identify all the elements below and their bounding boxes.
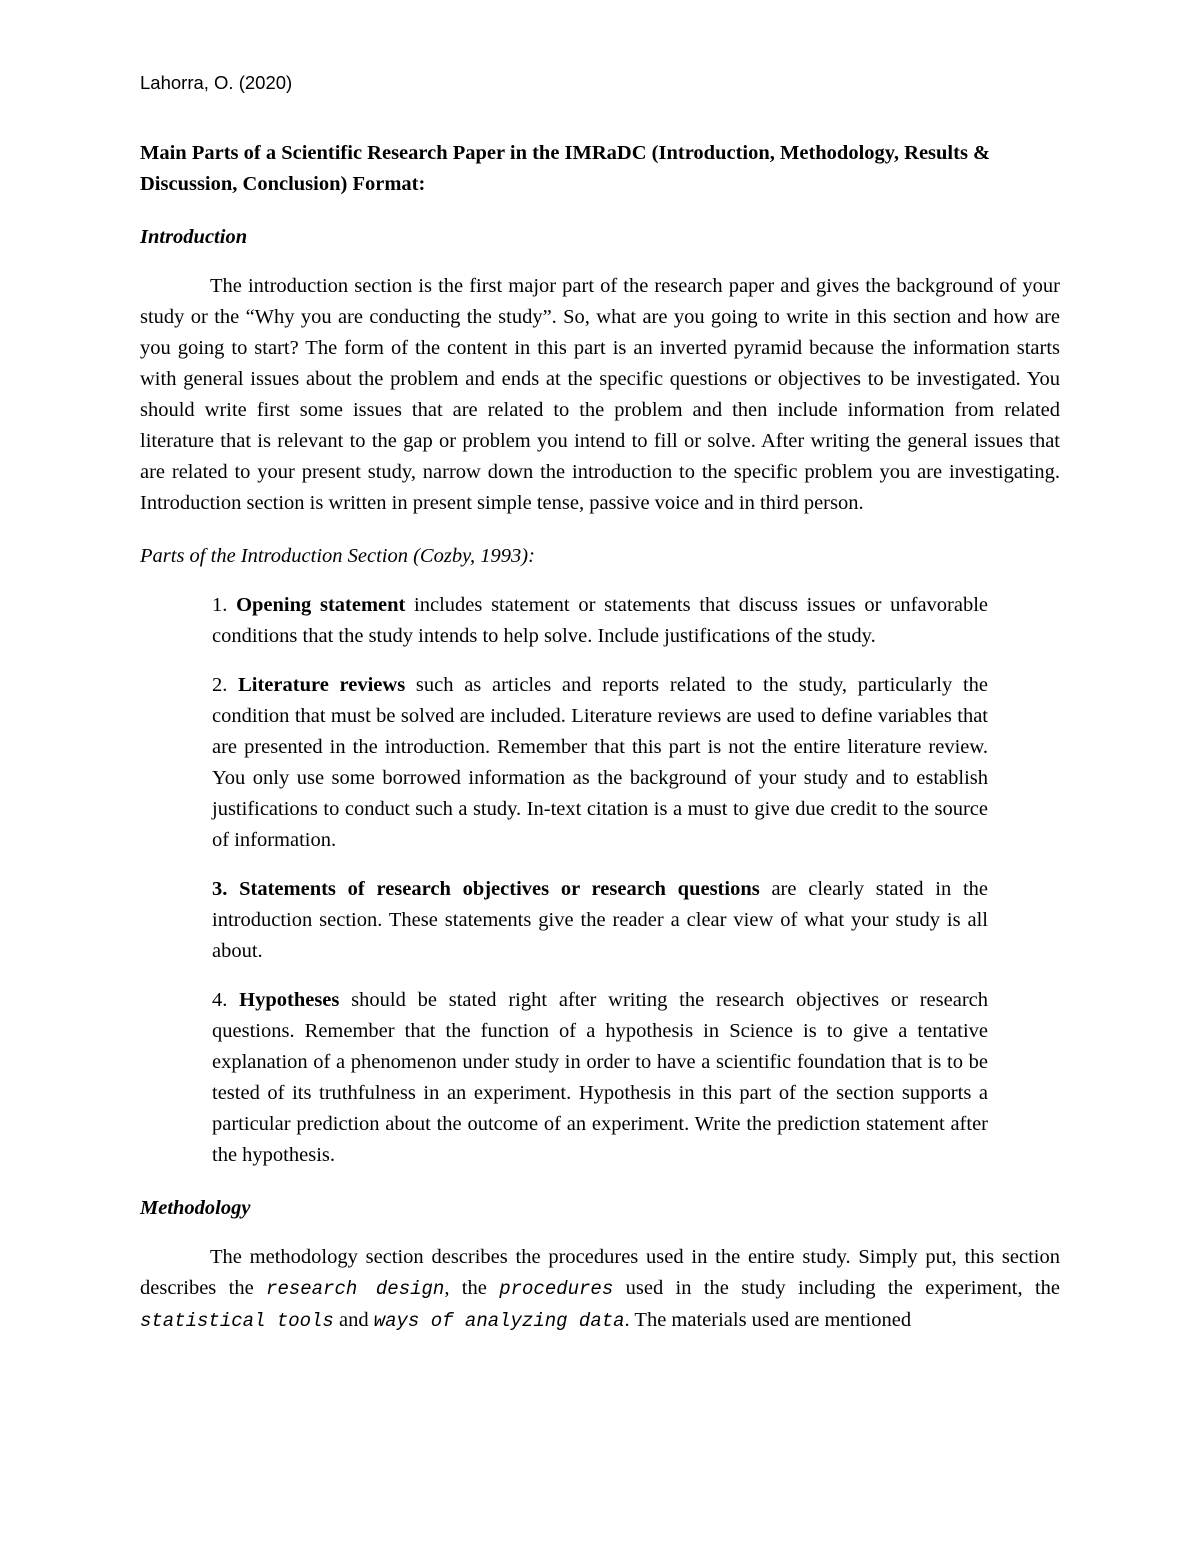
list-item bbox=[212, 874, 988, 967]
item-term: Statements of research objectives or research questions bbox=[239, 878, 760, 900]
emphasis-procedures: procedures bbox=[499, 1278, 614, 1300]
item-text: should be stated right after writing the research objectives or research questions. Remember that the function of a hypothesis in Science is to give a tentative explanation of a phenomenon under study in order to have a scientific foundation that is to be tested of its truthfulness in an experiment. Hypothesis in this part of the section supports a particular prediction about the outcome of an experiment. Write the prediction statement after the hypothesis. bbox=[212, 989, 989, 1166]
item-number: 1. bbox=[212, 594, 228, 616]
item-term: Opening statement bbox=[236, 594, 406, 616]
introduction-paragraph: The introduction section is the first major part of the research paper and gives the background of your study or the “Why you are conducting the study”. So, what are you going to write in this section and how are you going to start? The form of the content in this part is an inverted pyramid because the information starts with general issues about the problem and ends at the specific questions or objectives to be investigated. You should write first some issues that are related to the problem and then include information from related literature that is relevant to the gap or problem you intend to fill or solve. After writing the general issues that are related to your present study, narrow down the introduction to the specific problem you are investigating. Introduction section is written in present simple tense, passive voice and in third person. bbox=[140, 275, 1060, 514]
list-item bbox=[212, 590, 988, 652]
item-term: Hypotheses bbox=[239, 989, 340, 1011]
methodology-text: , the bbox=[444, 1277, 500, 1299]
item-number: 4. bbox=[212, 989, 228, 1011]
introduction-parts-list bbox=[140, 590, 1060, 1171]
methodology-text: The methodology section describes the procedures used in the entire study. Simply put, this section describes the bbox=[140, 1246, 1060, 1299]
methodology-paragraph bbox=[140, 1242, 1060, 1337]
item-text: are clearly stated in the introduction section. These statements give the reader a clear view of what your study is all about. bbox=[212, 878, 988, 962]
document-body bbox=[140, 138, 1060, 1337]
document-title: Main Parts of a Scientific Research Paper in the IMRaDC (Introduction, Methodology, Results & Discussion, Conclusion) Format: bbox=[140, 142, 991, 195]
item-text: such as articles and reports related to the study, particularly the condition that must be solved are included. Literature reviews are used to define variables that are presented in the introduction. Remember that this part is not the entire literature review. You only use some borrowed information as the background of your study and to establish justifications to conduct such a study. In-text citation is a must to give due credit to the source of information. bbox=[212, 674, 988, 851]
page-header-citation: Lahorra, O. (2020) bbox=[140, 72, 293, 93]
emphasis-statistical-tools: statistical tools bbox=[140, 1310, 334, 1332]
item-number: 2. bbox=[212, 674, 228, 696]
emphasis-ways-of-analyzing-data: ways of analyzing data bbox=[373, 1310, 625, 1332]
section-heading-methodology: Methodology bbox=[140, 1197, 251, 1219]
section-heading-introduction: Introduction bbox=[140, 226, 248, 248]
parts-of-introduction-heading: Parts of the Introduction Section (Cozby, 1993): bbox=[140, 545, 535, 567]
list-item bbox=[212, 670, 988, 856]
item-term: Literature reviews bbox=[238, 674, 406, 696]
item-text: includes statement or statements that discuss issues or unfavorable conditions that the study intends to help solve. Include justifications of the study. bbox=[212, 594, 989, 647]
emphasis-research-design: research design bbox=[266, 1278, 445, 1300]
item-number: 3. bbox=[212, 878, 228, 900]
list-item bbox=[212, 985, 988, 1171]
methodology-text: . The materials used are mentioned bbox=[624, 1309, 912, 1331]
methodology-text: used in the study including the experiment, the bbox=[613, 1277, 1060, 1299]
methodology-text: and bbox=[333, 1309, 374, 1331]
